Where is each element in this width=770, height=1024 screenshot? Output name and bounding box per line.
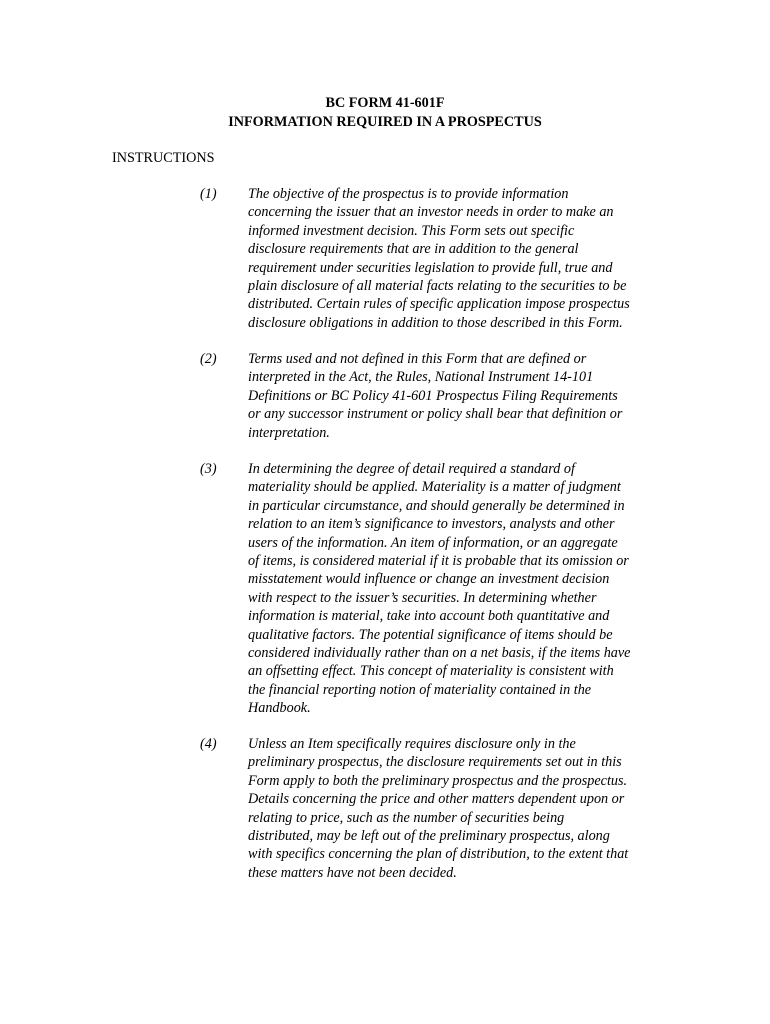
instruction-text-line: these matters have not been decided.: [248, 864, 457, 881]
instruction-text-line: disclosure requirements that are in addition to the general: [248, 241, 579, 258]
instruction-text-line: requirement under securities legislation to provide full, true and: [248, 259, 613, 276]
instructions-heading: INSTRUCTIONS: [112, 150, 215, 166]
instruction-text-line: of items, is considered material if it is probable that its omission or: [248, 553, 629, 570]
instruction-text-line: the financial reporting notion of materiality contained in the: [248, 681, 592, 698]
instruction-text-line: preliminary prospectus, the disclosure requirements set out in this: [248, 754, 622, 771]
instruction-text-line: with specifics concerning the plan of distribution, to the extent that: [248, 846, 629, 863]
instruction-text-line: users of the information. An item of information, or an aggregate: [248, 534, 618, 551]
instruction-text-line: misstatement would influence or change an investment decision: [248, 571, 610, 588]
form-subtitle: INFORMATION REQUIRED IN A PROSPECTUS: [228, 114, 542, 130]
instruction-text-line: Details concerning the price and other matters dependent upon or: [248, 791, 625, 808]
instruction-text-line: with respect to the issuer’s securities. In determining whether: [248, 589, 597, 606]
instruction-item-number: (3): [200, 461, 217, 477]
instruction-text-line: plain disclosure of all material facts relating to the securities to be: [248, 278, 627, 295]
instruction-text-line: Definitions or BC Policy 41-601 Prospectus Filing Requirements: [248, 387, 618, 404]
instruction-text-line: relation to an item’s significance to investors, analysts and other: [248, 516, 615, 533]
instruction-text-line: or any successor instrument or policy shall bear that definition or: [248, 406, 623, 423]
instruction-text-line: Form apply to both the preliminary prospectus and the prospectus.: [248, 772, 628, 789]
instruction-text-line: Unless an Item specifically requires disclosure only in the: [248, 736, 576, 752]
instruction-text-line: distributed, may be left out of the preliminary prospectus, along: [248, 828, 610, 845]
instruction-text-line: in particular circumstance, and should generally be determined in: [248, 497, 625, 514]
instruction-text-line: Handbook.: [248, 700, 311, 717]
instruction-item-text: [248, 185, 668, 332]
instruction-text-line: materiality should be applied. Materiality is a matter of judgment: [248, 479, 621, 496]
instruction-text-line: Terms used and not defined in this Form that are defined or: [248, 351, 587, 367]
instruction-text-line: qualitative factors. The potential significance of items should be: [248, 626, 613, 643]
instruction-text-line: distributed. Certain rules of specific application impose prospectus: [248, 296, 630, 313]
instruction-text-line: information is material, take into account both quantitative and: [248, 608, 610, 625]
instruction-item-text: [248, 350, 668, 442]
instruction-text-line: disclosure obligations in addition to those described in this Form.: [248, 314, 623, 331]
instruction-item-number: (2): [200, 351, 217, 367]
instruction-item-text: [248, 735, 668, 882]
instruction-text-line: The objective of the prospectus is to provide information: [248, 186, 569, 202]
instruction-text-line: interpretation.: [248, 424, 330, 441]
instruction-text-line: concerning the issuer that an investor needs in order to make an: [248, 204, 614, 221]
instruction-text-line: an offsetting effect. This concept of materiality is consistent with: [248, 663, 614, 680]
instruction-text-line: considered individually rather than on a net basis, if the items have: [248, 645, 631, 662]
form-title: BC FORM 41-601F: [325, 95, 445, 111]
instruction-item-text: [248, 460, 668, 718]
instruction-text-line: informed investment decision. This Form sets out specific: [248, 222, 575, 239]
instruction-text-line: interpreted in the Act, the Rules, National Instrument 14-101: [248, 369, 594, 386]
instruction-text-line: relating to price, such as the number of securities being: [248, 809, 565, 826]
instruction-text-line: In determining the degree of detail required a standard of: [248, 461, 575, 477]
instruction-item-number: (4): [200, 736, 217, 752]
instruction-item-number: (1): [200, 186, 217, 202]
